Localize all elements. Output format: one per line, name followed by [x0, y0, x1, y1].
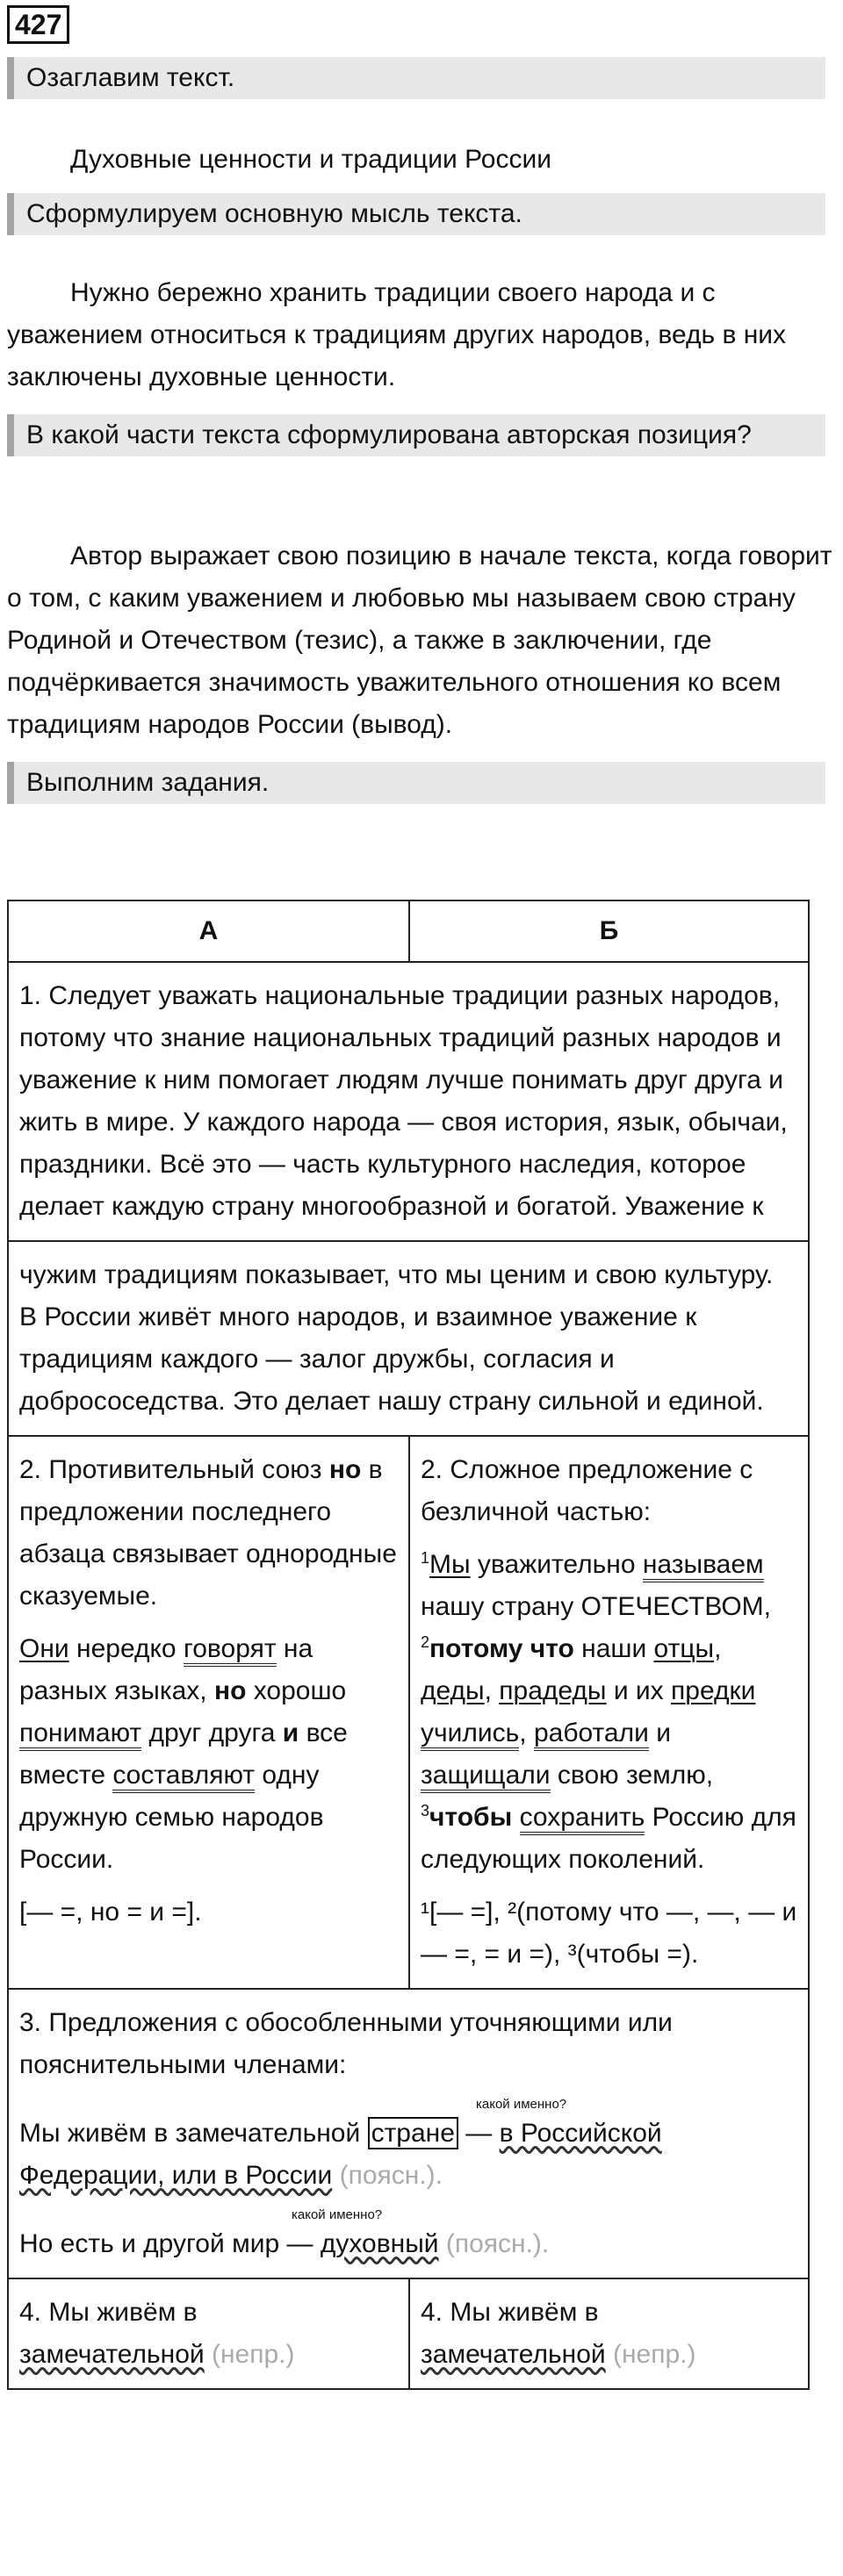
task-3-intro: 3. Предложения с обособленными уточняющими или пояснительными членами: — [19, 2008, 673, 2079]
question-label-1: какой именно? — [476, 2097, 567, 2112]
author-position-text: Автор выражает свою позицию в начале текста, когда говорит о том, с каким уважением и любовью мы называем свою страну Родиной и Отечеством (тезис), а также в заключении, где подчёркивается значимость уважительного отношения ко всем традициям народов России (вывод). — [7, 542, 832, 739]
essay-text-part-2: чужим традициям показывает, что мы ценим и свою культуру. В России живёт много народов, и взаимное уважение к традициям каждого — залог дружбы, согласия и добрососедства. Это делает нашу страну сильной и единой. — [19, 1260, 774, 1416]
task-4-column-b: 4. Мы живём в замечательной (непр.) — [408, 2279, 808, 2388]
prompt-main-idea-bar: Сформулируем основную мысль текста. — [7, 193, 825, 235]
task-2-column-b — [408, 1437, 808, 1988]
task-2b-sentence: $^1$Мы уважительно называем нашу страну ОТЕЧЕСТВОМ, $^2$потому что наши отцы, деды, прадеды и их предки учились, работали и защищали свою землю, $^3$чтобы сохранить Россию для следующих поколений. — [421, 1549, 796, 1874]
prompt-tasks-bar: Выполним задания. — [7, 762, 825, 804]
essay-text-part-1: 1. Следует уважать национальные традиции разных народов, потому что знание национальных традиций разных народов и уважение к ним помогает людям лучше понимать друг друга и жить в мире. У каждого народа — своя история, язык, обычаи, праздники. Всё это — часть культурного наследия, которое делает каждую страну многообразной и богатой. Уважение к — [19, 981, 788, 1221]
column-a-header: А — [198, 916, 219, 945]
task-3-sentence-1: Мы живём в замечательной стране — в Российской Федерации, или в России (поясн.). — [19, 2119, 662, 2190]
table-row-1a — [9, 963, 808, 1242]
task-2b-intro: 2. Сложное предложение с безличной частью: — [421, 1455, 753, 1526]
prompt-title-bar: Озаглавим текст. — [7, 57, 825, 99]
text-title: Духовные ценности и традиции России — [70, 145, 551, 174]
task-2b-scheme: ¹[— =], ²(потому что —, —, — и — =, = и =), ³(чтобы =). — [421, 1898, 797, 1969]
answers-table — [7, 900, 810, 2390]
task-number: 427 — [7, 5, 69, 44]
question-label-2: какой именно? — [292, 2207, 383, 2222]
table-row-3 — [9, 1990, 808, 2279]
main-idea-text: Нужно бережно хранить традиции своего народа и с уважением относиться к традициям других народов, ведь в них заключены духовные ценности. — [7, 278, 787, 391]
column-b-header: Б — [408, 901, 808, 961]
task-2a-scheme: [— =, но = и =]. — [19, 1898, 202, 1927]
task-3-sentence-2: Но есть и другой мир — духовный (поясн.). — [19, 2229, 550, 2258]
task-2a-sentence: Они нередко говорят на разных языках, но хорошо понимают друг друга и все вместе составляют одну дружную семью народов России. — [19, 1634, 348, 1874]
table-header-row — [9, 901, 808, 963]
table-row-1b — [9, 1242, 808, 1437]
task-3-cell — [9, 1990, 808, 2278]
prompt-author-position-bar: В какой части текста сформулирована авторская позиция? — [7, 414, 825, 456]
task-2-column-a — [9, 1437, 408, 1988]
table-row-2 — [9, 1437, 808, 1990]
table-row-4 — [9, 2279, 808, 2388]
task-2a-intro: 2. Противительный союз но в предложении последнего абзаца связывает однородные сказуемые. — [19, 1455, 397, 1611]
task-4-column-a: 4. Мы живём в замечательной (непр.) — [19, 2298, 295, 2369]
